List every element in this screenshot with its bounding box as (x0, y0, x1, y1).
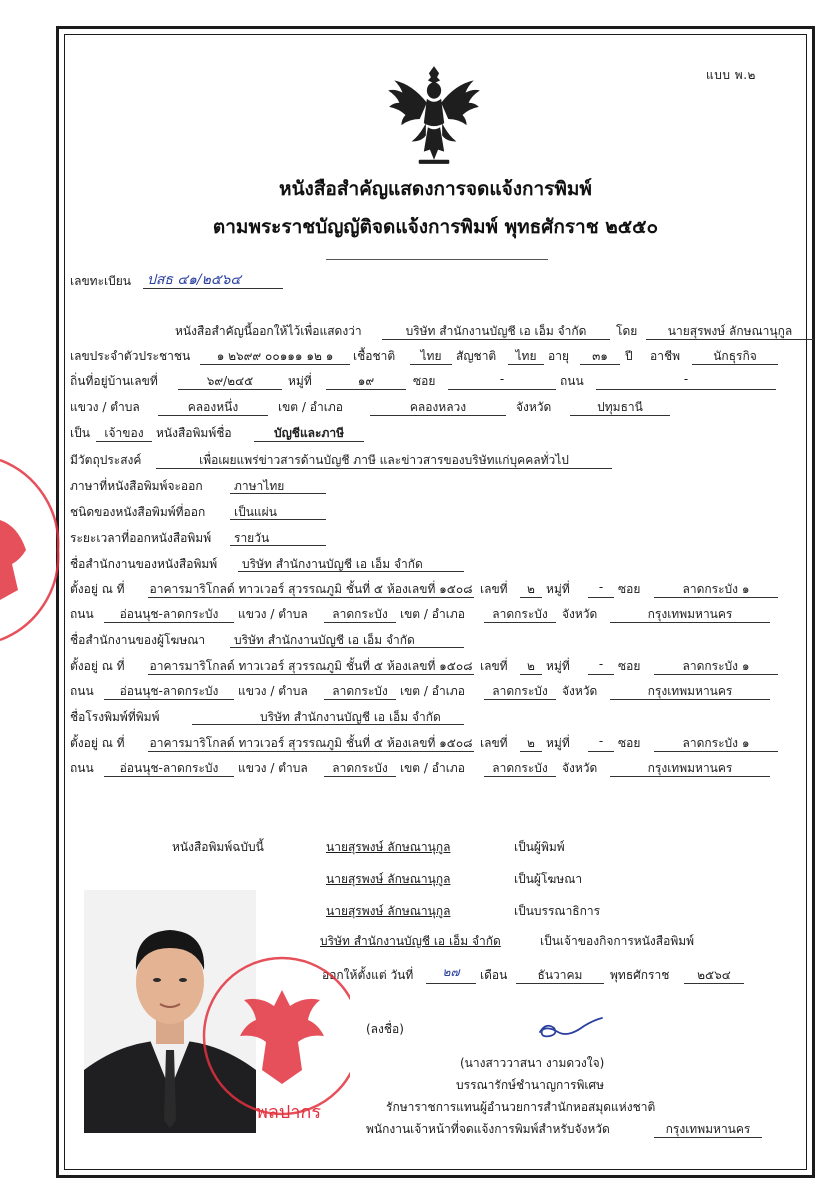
signer-position3-province: กรุงเทพมหานคร (654, 1120, 762, 1138)
printer-address-line (70, 734, 807, 756)
editor-name: นายสุรพงษ์ ลักษณานุกูล (326, 904, 451, 918)
printer-value: บริษัท สำนักงานบัญชี เอ เอ็ม จำกัด (192, 708, 464, 725)
id-label: เลขประจำตัวประชาชน (70, 349, 191, 363)
subdistrict-value: ลาดกระบัง (324, 682, 396, 700)
signatories-intro: หนังสือพิมพ์ฉบับนี้ (172, 840, 264, 854)
province-value: กรุงเทพมหานคร (610, 682, 770, 700)
office-road-line (70, 605, 807, 627)
office-address-line (70, 580, 807, 602)
district-label: เขต / อำเภอ (400, 761, 465, 775)
handwritten-signature (530, 1010, 610, 1044)
district-label: เขต / อำเภอ (400, 607, 465, 621)
province-value: กรุงเทพมหานคร (610, 759, 770, 777)
age-label: อายุ (548, 349, 569, 363)
purpose-label: มีวัตถุประสงค์ (70, 453, 142, 467)
advertiser-label: ชื่อสำนักงานของผู้โฆษณา (70, 633, 206, 647)
moo-value: ๑๙ (326, 372, 406, 390)
nationality-label: สัญชาติ (456, 349, 497, 363)
document-title: หนังสือสำคัญแสดงการจดแจ้งการพิมพ์ (279, 178, 592, 200)
road-label: ถนน (70, 761, 94, 775)
race-label: เชื้อชาติ (353, 349, 396, 363)
registration-line (70, 272, 807, 294)
moo-value: - (588, 657, 614, 675)
owner-role: เจ้าของ (96, 424, 152, 442)
road-label: ถนน (560, 374, 584, 388)
signer-position3-label: พนักงานเจ้าหน้าที่จดแจ้งการพิมพ์สำหรับจังหวัด (366, 1122, 610, 1136)
no-label: เลขที่ (480, 582, 508, 596)
advertiser-signatory (70, 870, 807, 892)
language-line (70, 477, 807, 499)
race-value: ไทย (410, 347, 452, 365)
signer-position1: บรรณารักษ์ชำนาญการพิเศษ (456, 1078, 605, 1092)
printer-road-line (70, 759, 807, 781)
moo-label: หมู่ที่ (546, 659, 570, 673)
province-label: จังหวัด (562, 761, 598, 775)
soi-label: ซอย (413, 374, 436, 388)
year-label: ปี (625, 349, 633, 363)
moo-label: หมู่ที่ (546, 582, 570, 596)
occupation-value: นักธุรกิจ (692, 347, 778, 365)
province-label: จังหวัด (562, 684, 598, 698)
subdistrict-value: ลาดกระบัง (324, 759, 396, 777)
registration-number: ปสธ ๔๑/๒๕๖๔ (143, 269, 283, 289)
printer-line (70, 708, 807, 730)
road-label: ถนน (70, 684, 94, 698)
advertiser-line (70, 631, 807, 653)
official-seal-icon (200, 950, 350, 1130)
district-value: ลาดกระบัง (484, 682, 556, 700)
issue-since-label: ออกให้ตั้งแต่ วันที่ (322, 968, 414, 982)
garuda-emblem-icon (383, 60, 485, 172)
no-value: ๒ (520, 657, 542, 675)
soi-value: ลาดกระบัง ๑ (654, 734, 778, 752)
issue-year: ๒๕๖๔ (684, 966, 744, 984)
title-divider (326, 259, 548, 260)
soi-value: ลาดกระบัง ๑ (654, 580, 778, 598)
located-label: ตั้งอยู่ ณ ที่ (70, 736, 125, 750)
subdistrict-value: ลาดกระบัง (324, 605, 396, 623)
issue-year-label: พุทธศักราช (610, 968, 670, 982)
road-value: อ่อนนุช-ลาดกระบัง (104, 605, 234, 623)
printer-name: นายสุรพงษ์ ลักษณานุกูล (326, 840, 451, 854)
intro-line (70, 322, 807, 344)
language-value: ภาษาไทย (230, 477, 326, 494)
office-label: ชื่อสำนักงานของหนังสือพิมพ์ (70, 557, 218, 571)
owner-name: บริษัท สำนักงานบัญชี เอ เอ็ม จำกัด (320, 934, 501, 948)
road-value: อ่อนนุช-ลาดกระบัง (104, 682, 234, 700)
home-line (70, 372, 807, 394)
nationality-value: ไทย (508, 347, 544, 365)
id-value: ๑ ๒๖๙๙ ๐๐๑๑๑ ๑๒ ๑ (200, 347, 350, 365)
issue-month: ธันวาคม (516, 966, 604, 984)
district-value: ลาดกระบัง (484, 605, 556, 623)
newspaper-name-label: หนังสือพิมพ์ชื่อ (156, 426, 232, 440)
subdistrict-label: แขวง / ตำบล (238, 684, 308, 698)
located-label: ตั้งอยู่ ณ ที่ (70, 582, 125, 596)
building-value: อาคารมาริโกลด์ ทาวเวอร์ สุวรรณภูมิ ชั้นที่ ๕ ห้องเลขที่ ๑๕๐๘ (149, 582, 473, 596)
intro-by-label: โดย (616, 324, 638, 338)
form-code: แบบ พ.๒ (706, 68, 756, 82)
house-value: ๖๙/๒๔๕ (178, 372, 282, 390)
no-value: ๒ (520, 734, 542, 752)
issue-month-label: เดือน (480, 968, 508, 982)
signer-position2: รักษาราชการแทนผู้อำนวยการสำนักหอสมุดแห่งชาติ (386, 1100, 656, 1114)
intro-company: บริษัท สำนักงานบัญชี เอ เอ็ม จำกัด (382, 322, 610, 340)
period-label: ระยะเวลาที่ออกหนังสือพิมพ์ (70, 531, 212, 545)
district-value: คลองหลวง (370, 398, 506, 416)
soi-label: ซอย (618, 659, 641, 673)
period-value: รายวัน (230, 529, 326, 546)
building-value: อาคารมาริโกลด์ ทาวเวอร์ สุวรรณภูมิ ชั้นที่ ๕ ห้องเลขที่ ๑๕๐๘ (149, 659, 473, 673)
road-value: อ่อนนุช-ลาดกระบัง (104, 759, 234, 777)
district-value: ลาดกระบัง (484, 759, 556, 777)
language-label: ภาษาที่หนังสือพิมพ์จะออก (70, 479, 203, 493)
printer-signatory (70, 838, 807, 860)
road-value: - (596, 372, 776, 390)
purpose-value: เพื่อเผยแพร่ข่าวสารด้านบัญชี ภาษี และข่าวสารของบริษัทแก่บุคคลทั่วไป (156, 451, 612, 469)
sign-label: (ลงชื่อ) (366, 1022, 404, 1036)
district-line (70, 398, 807, 420)
no-label: เลขที่ (480, 736, 508, 750)
purpose-line (70, 451, 807, 473)
advertiser-address-line (70, 657, 807, 679)
province-label: จังหวัด (516, 400, 552, 414)
province-label: จังหวัด (562, 607, 598, 621)
issue-day: ๒๗ (426, 963, 476, 984)
office-line (70, 555, 807, 577)
road-label: ถนน (70, 607, 94, 621)
moo-label: หมู่ที่ (546, 736, 570, 750)
no-label: เลขที่ (480, 659, 508, 673)
moo-value: - (588, 580, 614, 598)
occupation-label: อาชีพ (650, 349, 680, 363)
type-label: ชนิดของหนังสือพิมพ์ที่ออก (70, 505, 206, 519)
building-value: อาคารมาริโกลด์ ทาวเวอร์ สุวรรณภูมิ ชั้นที่ ๕ ห้องเลขที่ ๑๕๐๘ (149, 736, 473, 750)
district-label: เขต / อำเภอ (278, 400, 343, 414)
owner-role: เป็นเจ้าของกิจการหนังสือพิมพ์ (540, 934, 695, 948)
district-label: เขต / อำเภอ (400, 684, 465, 698)
no-value: ๒ (520, 580, 542, 598)
advertiser-role: เป็นผู้โฆษณา (514, 872, 583, 886)
moo-value: - (588, 734, 614, 752)
owner-line (70, 424, 807, 446)
age-value: ๓๑ (580, 347, 620, 365)
province-value: กรุงเทพมหานคร (610, 605, 770, 623)
advertiser-value: บริษัท สำนักงานบัญชี เอ เอ็ม จำกัด (230, 631, 464, 648)
located-label: ตั้งอยู่ ณ ที่ (70, 659, 125, 673)
signer-name: (นางสาววาสนา งามดวงใจ) (460, 1056, 605, 1070)
subdistrict-label: แขวง / ตำบล (70, 400, 140, 414)
edge-seal-icon (0, 450, 60, 650)
subdistrict-label: แขวง / ตำบล (238, 607, 308, 621)
subdistrict-value: คลองหนึ่ง (158, 398, 268, 416)
advertiser-name: นายสุรพงษ์ ลักษณานุกูล (326, 872, 451, 886)
soi-value: ลาดกระบัง ๑ (654, 657, 778, 675)
subdistrict-label: แขวง / ตำบล (238, 761, 308, 775)
soi-value: - (448, 372, 556, 390)
type-value: เป็นแผ่น (230, 503, 326, 520)
printer-label: ชื่อโรงพิมพ์ที่พิมพ์ (70, 710, 160, 724)
advertiser-road-line (70, 682, 807, 704)
province-value: ปทุมธานี (570, 398, 670, 416)
registration-label: เลขทะเบียน (70, 274, 131, 288)
printer-role: เป็นผู้พิมพ์ (514, 840, 565, 854)
intro-person: นายสุรพงษ์ ลักษณานุกูล (646, 322, 814, 340)
period-line (70, 529, 807, 551)
soi-label: ซอย (618, 582, 641, 596)
moo-label: หมู่ที่ (288, 374, 312, 388)
office-value: บริษัท สำนักงานบัญชี เอ เอ็ม จำกัด (238, 555, 464, 572)
newspaper-name: บัญชีและภาษี (254, 424, 364, 442)
intro-text: หนังสือสำคัญนี้ออกให้ไว้เพื่อแสดงว่า (175, 324, 362, 338)
soi-label: ซอย (618, 736, 641, 750)
editor-role: เป็นบรรณาธิการ (514, 904, 601, 918)
type-line (70, 503, 807, 525)
seal-text: พลปากร (256, 1102, 321, 1123)
document-subtitle: ตามพระราชบัญญัติจดแจ้งการพิมพ์ พุทธศักราช ๒๕๕๐ (212, 216, 659, 238)
owner-as-label: เป็น (70, 426, 90, 440)
id-line (70, 347, 807, 369)
house-label: ถิ่นที่อยู่บ้านเลขที่ (70, 374, 158, 388)
